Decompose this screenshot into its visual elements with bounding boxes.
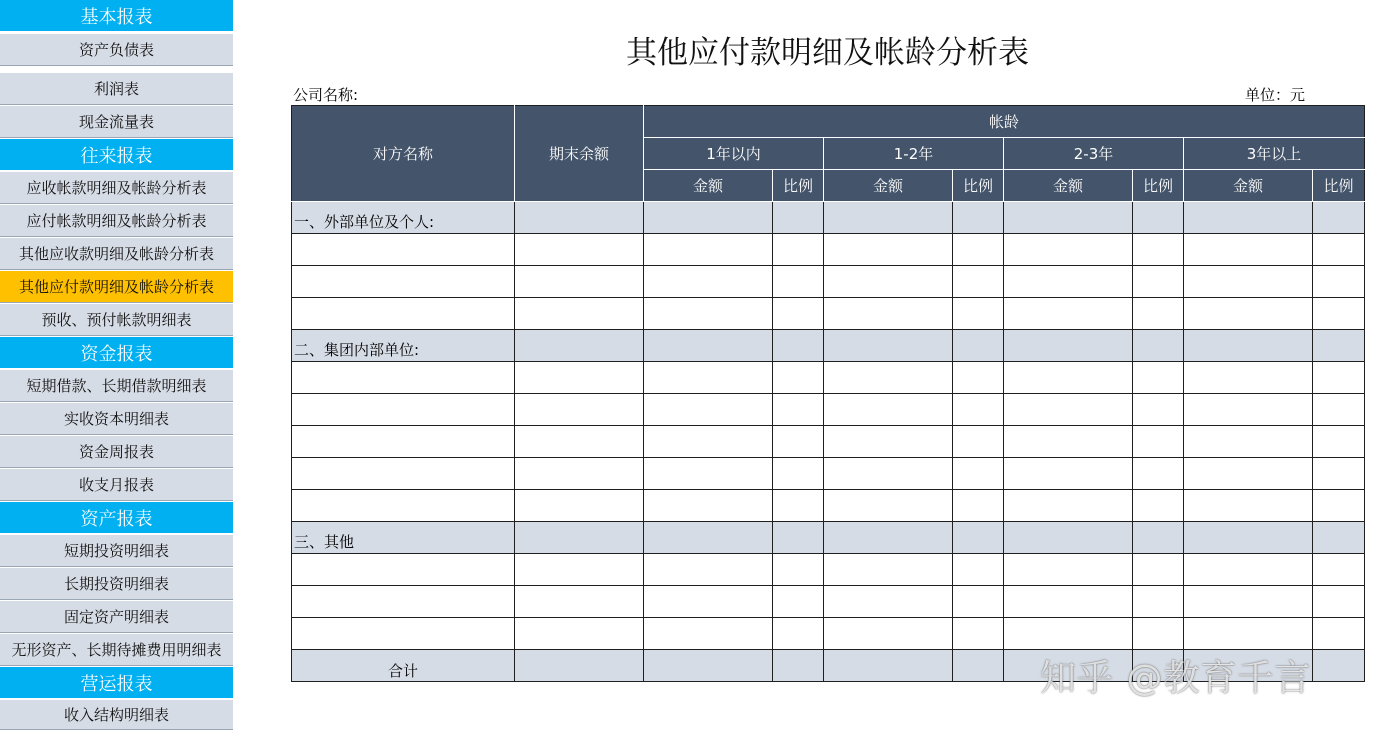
table-cell[interactable]	[824, 394, 953, 426]
table-cell[interactable]	[953, 586, 1004, 618]
table-cell[interactable]	[1184, 362, 1313, 394]
table-cell[interactable]	[824, 266, 953, 298]
table-cell[interactable]	[292, 458, 515, 490]
table-row	[292, 554, 1365, 586]
table-cell[interactable]	[1184, 330, 1313, 362]
table-cell[interactable]	[1313, 362, 1365, 394]
table-cell[interactable]	[515, 618, 644, 650]
col-header-amount: 金额	[824, 170, 953, 202]
col-header-amount: 金额	[1184, 170, 1313, 202]
table-cell[interactable]	[515, 394, 644, 426]
table-cell[interactable]	[644, 426, 773, 458]
table-cell[interactable]	[824, 554, 953, 586]
table-cell[interactable]	[292, 490, 515, 522]
table-cell[interactable]	[953, 458, 1004, 490]
sidebar-header-assets[interactable]: 资产报表	[0, 502, 233, 534]
table-row	[292, 458, 1365, 490]
table-cell[interactable]	[644, 458, 773, 490]
table-cell[interactable]	[1133, 522, 1184, 554]
table-row	[292, 586, 1365, 618]
table-cell[interactable]	[1133, 394, 1184, 426]
table-cell[interactable]	[644, 394, 773, 426]
table-cell[interactable]	[1133, 298, 1184, 330]
table-cell[interactable]	[824, 298, 953, 330]
table-cell[interactable]	[953, 234, 1004, 266]
sidebar-item-long-term-investments[interactable]: 长期投资明细表	[0, 568, 233, 600]
table-body	[292, 202, 1365, 682]
table-cell[interactable]	[773, 330, 824, 362]
table-cell[interactable]	[292, 234, 515, 266]
sidebar-item-ar-aging[interactable]: 应收帐款明细及帐龄分析表	[0, 172, 233, 204]
col-header-period-1-2y: 1-2年	[824, 138, 1004, 170]
table-cell[interactable]	[644, 490, 773, 522]
table-cell[interactable]	[1004, 298, 1133, 330]
table-cell[interactable]	[515, 554, 644, 586]
table-cell[interactable]	[644, 298, 773, 330]
table-cell[interactable]	[1004, 234, 1133, 266]
col-header-aging: 帐龄	[644, 106, 1365, 138]
table-cell[interactable]	[953, 490, 1004, 522]
table-cell[interactable]	[773, 298, 824, 330]
sidebar-item-intangible-assets[interactable]: 无形资产、长期待摊费用明细表	[0, 634, 233, 666]
table-cell[interactable]	[1184, 618, 1313, 650]
table-cell[interactable]	[644, 362, 773, 394]
row-label: 三、其他	[292, 522, 515, 554]
page-title: 其他应付款明细及帐龄分析表	[626, 35, 1029, 71]
table-cell[interactable]	[1313, 650, 1365, 682]
sidebar-item-weekly-funds[interactable]: 资金周报表	[0, 436, 233, 468]
table-cell[interactable]	[1313, 298, 1365, 330]
col-header-period-2-3y: 2-3年	[1004, 138, 1184, 170]
sidebar-item-income-statement[interactable]: 利润表	[0, 73, 233, 105]
table-cell[interactable]	[515, 586, 644, 618]
table-cell[interactable]	[824, 362, 953, 394]
sidebar	[0, 0, 233, 730]
row-label: 二、集团内部单位:	[292, 330, 515, 362]
table-cell[interactable]	[1313, 554, 1365, 586]
table-cell[interactable]	[824, 330, 953, 362]
table-cell[interactable]	[773, 202, 824, 234]
table-cell[interactable]	[1004, 202, 1133, 234]
col-header-ratio: 比例	[773, 170, 824, 202]
table-cell[interactable]	[953, 554, 1004, 586]
table-cell[interactable]	[1133, 554, 1184, 586]
sidebar-header-receivables-payables[interactable]: 往来报表	[0, 139, 233, 171]
table-cell[interactable]	[1004, 522, 1133, 554]
table-cell[interactable]	[1313, 458, 1365, 490]
table-row	[292, 490, 1365, 522]
table-cell[interactable]	[515, 490, 644, 522]
table-cell[interactable]	[773, 394, 824, 426]
table-cell[interactable]	[644, 554, 773, 586]
table-cell[interactable]	[773, 618, 824, 650]
table-cell[interactable]	[1184, 266, 1313, 298]
table-cell[interactable]	[292, 618, 515, 650]
table-row	[292, 266, 1365, 298]
sidebar-item-advances[interactable]: 预收、预付帐款明细表	[0, 304, 233, 336]
table-cell[interactable]	[953, 650, 1004, 682]
col-header-period-within-1y: 1年以内	[644, 138, 824, 170]
table-cell[interactable]	[1184, 426, 1313, 458]
table-cell[interactable]	[1184, 522, 1313, 554]
table-cell[interactable]	[1313, 394, 1365, 426]
col-header-ratio: 比例	[1313, 170, 1365, 202]
table-cell[interactable]	[292, 394, 515, 426]
table-cell[interactable]	[953, 202, 1004, 234]
table-cell[interactable]	[1184, 554, 1313, 586]
section-row	[292, 522, 1365, 554]
company-name-label: 公司名称:	[293, 86, 359, 104]
table-cell[interactable]	[1133, 330, 1184, 362]
table-cell[interactable]	[515, 362, 644, 394]
table-cell[interactable]	[773, 650, 824, 682]
table-cell[interactable]	[1133, 202, 1184, 234]
table-cell[interactable]	[773, 458, 824, 490]
sidebar-item-other-payables-aging[interactable]: 其他应付款明细及帐龄分析表	[0, 271, 233, 303]
table-cell[interactable]	[1313, 618, 1365, 650]
table-cell[interactable]	[644, 234, 773, 266]
sidebar-item-monthly-income-expense[interactable]: 收支月报表	[0, 469, 233, 501]
table-cell[interactable]	[824, 202, 953, 234]
table-cell[interactable]	[1004, 490, 1133, 522]
table-cell[interactable]	[292, 362, 515, 394]
table-cell[interactable]	[1133, 586, 1184, 618]
sidebar-item-short-term-investments[interactable]: 短期投资明细表	[0, 535, 233, 567]
table-cell[interactable]	[515, 426, 644, 458]
col-header-ratio: 比例	[953, 170, 1004, 202]
table-cell[interactable]	[1004, 330, 1133, 362]
table-cell[interactable]	[1133, 362, 1184, 394]
table-cell[interactable]	[773, 490, 824, 522]
table-cell[interactable]	[953, 394, 1004, 426]
table-row	[292, 234, 1365, 266]
section-row	[292, 330, 1365, 362]
table-cell[interactable]	[1004, 458, 1133, 490]
table-cell[interactable]	[292, 586, 515, 618]
table-cell[interactable]	[1133, 458, 1184, 490]
table-cell[interactable]	[824, 618, 953, 650]
col-header-amount: 金额	[1004, 170, 1133, 202]
table-cell[interactable]	[953, 330, 1004, 362]
table-cell[interactable]	[773, 586, 824, 618]
unit-label: 单位：元	[1245, 86, 1306, 104]
table-cell[interactable]	[1184, 394, 1313, 426]
sidebar-item-balance-sheet[interactable]: 资产负债表	[0, 34, 233, 66]
table-cell[interactable]	[644, 586, 773, 618]
table-cell[interactable]	[1313, 490, 1365, 522]
table-cell[interactable]	[515, 458, 644, 490]
table-cell[interactable]	[1313, 202, 1365, 234]
table-cell[interactable]	[644, 650, 773, 682]
col-header-ending-balance: 期末余额	[515, 106, 644, 202]
table-cell[interactable]	[773, 426, 824, 458]
table-cell[interactable]	[1133, 426, 1184, 458]
table-cell[interactable]	[515, 266, 644, 298]
table-cell[interactable]	[1004, 266, 1133, 298]
table-cell[interactable]	[644, 618, 773, 650]
table-cell[interactable]	[292, 554, 515, 586]
table-cell[interactable]	[1133, 490, 1184, 522]
table-cell[interactable]	[824, 458, 953, 490]
col-header-period-over-3y: 3年以上	[1184, 138, 1365, 170]
aging-table	[291, 105, 1365, 682]
sidebar-item-cash-flow[interactable]: 现金流量表	[0, 106, 233, 138]
table-cell[interactable]	[824, 522, 953, 554]
table-cell[interactable]	[773, 234, 824, 266]
table-cell[interactable]	[953, 618, 1004, 650]
col-header-counterparty: 对方名称	[292, 106, 515, 202]
table-cell[interactable]	[1184, 202, 1313, 234]
col-header-amount: 金额	[644, 170, 773, 202]
table-cell[interactable]	[515, 330, 644, 362]
table-cell[interactable]	[1313, 234, 1365, 266]
table-cell[interactable]	[1004, 554, 1133, 586]
table-cell[interactable]	[1004, 362, 1133, 394]
sidebar-header-basic[interactable]: 基本报表	[0, 0, 233, 32]
table-cell[interactable]	[644, 266, 773, 298]
table-cell[interactable]	[773, 522, 824, 554]
table-cell[interactable]	[773, 554, 824, 586]
table-cell[interactable]	[515, 202, 644, 234]
sidebar-item-revenue-structure[interactable]: 收入结构明细表	[0, 700, 233, 730]
table-cell[interactable]	[1313, 330, 1365, 362]
table-cell[interactable]	[1184, 234, 1313, 266]
table-cell[interactable]	[773, 362, 824, 394]
table-cell[interactable]	[515, 234, 644, 266]
sidebar-item-other-receivables-aging[interactable]: 其他应收款明细及帐龄分析表	[0, 238, 233, 270]
table-cell[interactable]	[292, 426, 515, 458]
header-row-1	[292, 106, 1365, 138]
table-row	[292, 362, 1365, 394]
row-label: 合计	[292, 650, 515, 682]
table-cell[interactable]	[644, 202, 773, 234]
table-cell[interactable]	[644, 330, 773, 362]
table-cell[interactable]	[1184, 458, 1313, 490]
table-cell[interactable]	[953, 522, 1004, 554]
table-cell[interactable]	[1004, 618, 1133, 650]
table-cell[interactable]	[1133, 266, 1184, 298]
table-cell[interactable]	[1313, 426, 1365, 458]
table-cell[interactable]	[1184, 298, 1313, 330]
table-cell[interactable]	[1133, 234, 1184, 266]
sidebar-item-loans[interactable]: 短期借款、长期借款明细表	[0, 370, 233, 402]
table-cell[interactable]	[824, 234, 953, 266]
table-cell[interactable]	[824, 490, 953, 522]
row-label: 一、外部单位及个人:	[292, 202, 515, 234]
table-cell[interactable]	[953, 298, 1004, 330]
table-cell[interactable]	[953, 426, 1004, 458]
table-row	[292, 426, 1365, 458]
table-cell[interactable]	[773, 266, 824, 298]
table-cell[interactable]	[515, 522, 644, 554]
col-header-ratio: 比例	[1133, 170, 1184, 202]
table-cell[interactable]	[1184, 586, 1313, 618]
watermark: 知乎 @教育千言	[1040, 658, 1312, 699]
table-cell[interactable]	[953, 362, 1004, 394]
table-cell[interactable]	[515, 650, 644, 682]
table-cell[interactable]	[1004, 586, 1133, 618]
table-cell[interactable]	[824, 650, 953, 682]
table-cell[interactable]	[644, 522, 773, 554]
table-row	[292, 618, 1365, 650]
table-cell[interactable]	[1313, 586, 1365, 618]
table-cell[interactable]	[1004, 426, 1133, 458]
table-cell[interactable]	[1184, 490, 1313, 522]
table-cell[interactable]	[1313, 266, 1365, 298]
table-cell[interactable]	[515, 298, 644, 330]
table-cell[interactable]	[953, 266, 1004, 298]
table-cell[interactable]	[824, 426, 953, 458]
sidebar-item-paid-in-capital[interactable]: 实收资本明细表	[0, 403, 233, 435]
sidebar-header-funds[interactable]: 资金报表	[0, 337, 233, 369]
sidebar-item-fixed-assets[interactable]: 固定资产明细表	[0, 601, 233, 633]
sidebar-header-operations[interactable]: 营运报表	[0, 667, 233, 699]
table-cell[interactable]	[292, 266, 515, 298]
table-cell[interactable]	[292, 298, 515, 330]
table-row	[292, 298, 1365, 330]
section-row	[292, 202, 1365, 234]
table-cell[interactable]	[1004, 394, 1133, 426]
sidebar-item-ap-aging[interactable]: 应付帐款明细及帐龄分析表	[0, 205, 233, 237]
table-cell[interactable]	[1313, 522, 1365, 554]
table-row	[292, 394, 1365, 426]
table-cell[interactable]	[1133, 618, 1184, 650]
table-cell[interactable]	[824, 586, 953, 618]
